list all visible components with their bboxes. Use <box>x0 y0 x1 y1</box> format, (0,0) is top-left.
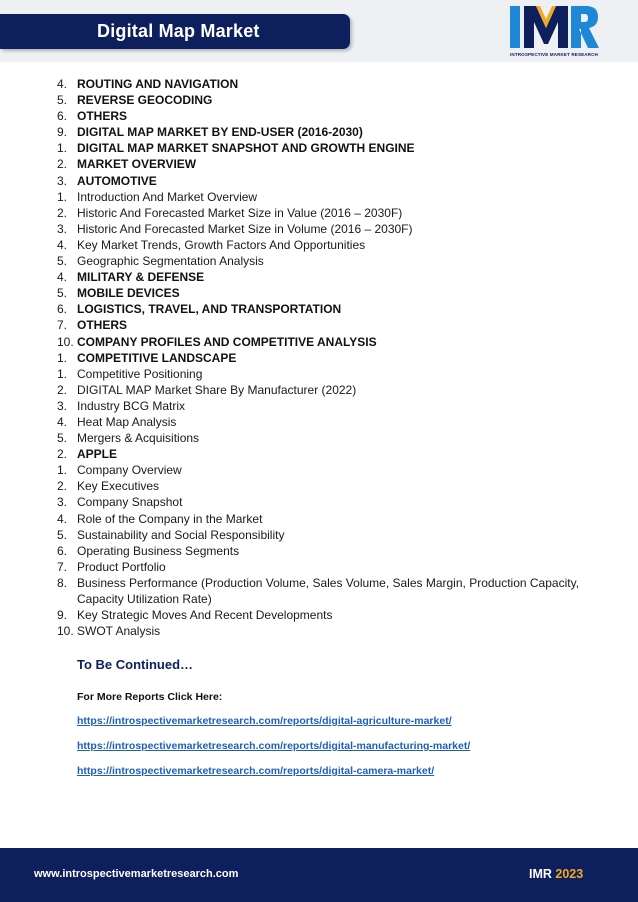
footer-brand-name: IMR <box>529 867 552 881</box>
logo-subtitle: INTROSPECTIVE MARKET RESEARCH <box>510 52 598 57</box>
toc-item-text: ROUTING AND NAVIGATION <box>77 77 239 91</box>
toc-item-text: Product Portfolio <box>77 559 166 574</box>
report-link-manufacturing[interactable]: https://introspectivemarketresearch.com/reports/digital-manufacturing-market/ <box>77 740 471 752</box>
toc-item-number: 1. <box>57 350 68 365</box>
toc-item-text: Historic And Forecasted Market Size in Volume (2016 – 2030F) <box>77 221 413 236</box>
toc-item-text: Role of the Company in the Market <box>77 511 263 526</box>
toc-item-number: 10. <box>57 334 74 349</box>
toc-item <box>57 140 597 156</box>
toc-item <box>57 253 597 269</box>
toc-item-number: 2. <box>57 447 68 462</box>
imr-logo-icon <box>508 4 600 50</box>
toc-item-number: 9. <box>57 608 68 623</box>
footer-brand <box>529 867 583 881</box>
footer-year: 2023 <box>555 867 584 881</box>
toc-item-text: Key Market Trends, Growth Factors And Opportunities <box>77 237 366 252</box>
toc-item-number: 1. <box>57 366 68 381</box>
toc-item-text: SWOT Analysis <box>77 624 161 639</box>
toc-item-number: 6. <box>57 109 68 124</box>
toc-item-text: Key Strategic Moves And Recent Developments <box>77 608 333 623</box>
toc-item-text: AUTOMOTIVE <box>77 173 157 188</box>
toc-item-text: Company Snapshot <box>77 495 183 510</box>
toc-item-number: 3. <box>57 398 68 413</box>
toc-item <box>57 108 597 124</box>
toc-item-number: 4. <box>57 237 68 252</box>
toc-item-number: 3. <box>57 221 68 236</box>
toc-item-number: 1. <box>57 141 68 156</box>
toc-item <box>57 527 597 543</box>
toc-item-number: 2. <box>57 479 68 494</box>
page-title: Digital Map Market <box>97 21 260 41</box>
toc-item <box>57 462 597 478</box>
toc-item-number: 4. <box>57 270 68 285</box>
more-reports-label: For More Reports Click Here: <box>77 691 223 703</box>
toc-item-text: COMPANY PROFILES AND COMPETITIVE ANALYSIS <box>77 334 377 349</box>
toc-item-text: Heat Map Analysis <box>77 414 177 429</box>
toc-item-text: Company Overview <box>77 463 182 478</box>
toc-item <box>57 269 597 285</box>
header-band <box>0 0 638 62</box>
toc-item <box>57 607 597 623</box>
toc-item <box>57 285 597 301</box>
toc-item <box>57 237 597 253</box>
report-link-agriculture[interactable]: https://introspectivemarketresearch.com/reports/digital-agriculture-market/ <box>77 715 452 727</box>
toc-item-number: 4. <box>57 511 68 526</box>
toc-item <box>57 430 597 446</box>
toc-item-text: MARKET OVERVIEW <box>77 157 197 172</box>
toc-item-number: 8. <box>57 575 68 590</box>
toc-item-number: 6. <box>57 302 68 317</box>
toc-item-number: 2. <box>57 157 68 172</box>
toc-item-number: 2. <box>57 382 68 397</box>
toc-item-number: 5. <box>57 286 68 301</box>
toc-item-text: Historic And Forecasted Market Size in Value (2016 – 2030F) <box>77 205 403 220</box>
toc-item-number: 5. <box>57 93 68 108</box>
toc-item-text: DIGITAL MAP MARKET BY END-USER (2016-2030) <box>77 125 363 140</box>
toc-item <box>57 623 597 639</box>
toc-item <box>57 334 597 350</box>
footer <box>0 848 638 902</box>
toc-item-text: Key Executives <box>77 479 160 494</box>
toc-item-text: DIGITAL MAP MARKET SNAPSHOT AND GROWTH ENGINE <box>77 141 415 156</box>
toc-item-text: DIGITAL MAP Market Share By Manufacturer (2022) <box>77 382 357 397</box>
toc-item-text: Competitive Positioning <box>77 366 203 381</box>
toc-item-text: Mergers & Acquisitions <box>77 431 200 446</box>
toc-item <box>57 350 597 366</box>
toc-item <box>57 575 597 607</box>
toc-item-text: MOBILE DEVICES <box>77 286 180 301</box>
toc-item-text: Industry BCG Matrix <box>77 398 186 413</box>
toc-item-number: 5. <box>57 254 68 269</box>
toc-item-number: 2. <box>57 205 68 220</box>
toc-item <box>57 92 597 108</box>
toc-item-number: 1. <box>57 463 68 478</box>
toc-item <box>57 76 597 92</box>
toc-item-number: 7. <box>57 559 68 574</box>
footer-website[interactable]: www.introspectivemarketresearch.com <box>34 868 239 880</box>
toc-item <box>57 494 597 510</box>
toc-item-number: 4. <box>57 414 68 429</box>
toc-item-number: 6. <box>57 543 68 558</box>
toc-item <box>57 446 597 462</box>
toc-item <box>57 398 597 414</box>
toc-item-text: Geographic Segmentation Analysis <box>77 254 264 269</box>
toc-item-number: 7. <box>57 318 68 333</box>
toc-item <box>57 205 597 221</box>
toc-item-number: 3. <box>57 173 68 188</box>
toc-item-text: REVERSE GEOCODING <box>77 93 213 108</box>
toc-item-text: OTHERS <box>77 318 128 333</box>
title-banner <box>0 14 350 49</box>
toc-item <box>57 414 597 430</box>
toc-item-text: LOGISTICS, TRAVEL, AND TRANSPORTATION <box>77 302 342 317</box>
toc-item-number: 5. <box>57 431 68 446</box>
imr-logo <box>508 4 600 60</box>
report-link-camera[interactable]: https://introspectivemarketresearch.com/reports/digital-camera-market/ <box>77 765 435 777</box>
toc-item <box>57 366 597 382</box>
toc-item <box>57 221 597 237</box>
toc-item-text: MILITARY & DEFENSE <box>77 270 205 285</box>
toc-item <box>57 173 597 189</box>
toc-item-number: 3. <box>57 495 68 510</box>
toc-item <box>57 301 597 317</box>
toc-item <box>57 382 597 398</box>
toc-item <box>57 478 597 494</box>
toc-item-text: Operating Business Segments <box>77 543 240 558</box>
toc-item-number: 1. <box>57 189 68 204</box>
toc-item <box>57 189 597 205</box>
toc-item-text: OTHERS <box>77 109 128 124</box>
toc-item-text: COMPETITIVE LANDSCAPE <box>77 350 237 365</box>
to-be-continued: To Be Continued… <box>77 657 194 672</box>
toc-item-number: 5. <box>57 527 68 542</box>
toc-item <box>57 559 597 575</box>
table-of-contents <box>57 76 597 639</box>
toc-item-number: 10. <box>57 624 74 639</box>
toc-item-number: 9. <box>57 125 68 140</box>
toc-item-text: Sustainability and Social Responsibility <box>77 527 285 542</box>
toc-item <box>57 124 597 140</box>
toc-item <box>57 511 597 527</box>
toc-item-number: 4. <box>57 77 68 91</box>
toc-item <box>57 317 597 333</box>
toc-item-text: Business Performance (Production Volume, Sales Volume, Sales Margin, Production Capacity, Capacity Utilization Rate) <box>77 575 580 606</box>
toc-item <box>57 156 597 172</box>
toc-item-text: APPLE <box>77 447 118 462</box>
toc-item <box>57 543 597 559</box>
toc-item-text: Introduction And Market Overview <box>77 189 258 204</box>
